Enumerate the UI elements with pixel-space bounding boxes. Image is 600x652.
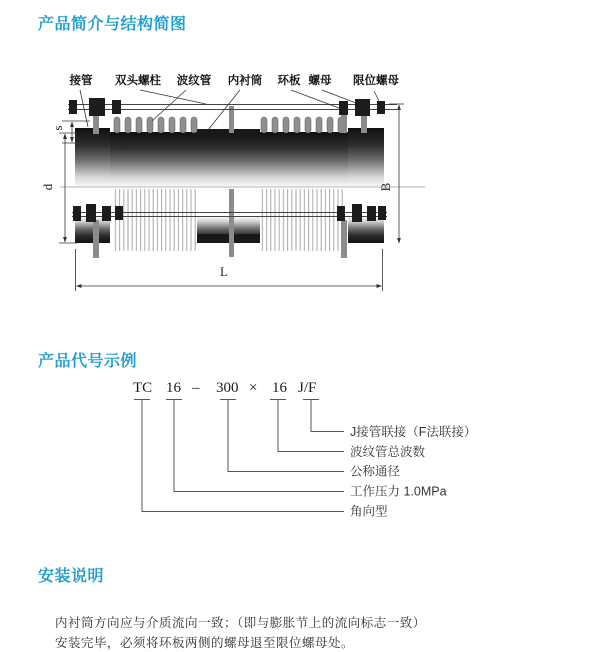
- section-title-code: 产品代号示例: [38, 353, 138, 370]
- bellows-crests-right: [261, 117, 344, 133]
- dim-s: s: [50, 125, 65, 131]
- code-segment-waves: 16: [272, 380, 287, 396]
- code-segment-dash: –: [192, 380, 200, 396]
- install-instruction-line: 安装完毕，必须将环板两侧的螺母退至限位螺母处。: [55, 635, 355, 650]
- code-segment-model: TC: [133, 380, 153, 396]
- callout-pressure: 工作压力 1.0MPa: [350, 484, 447, 499]
- dim-l: L: [220, 264, 228, 279]
- code-segment-diameter: 300: [216, 380, 239, 396]
- callout-connection: J接管联接（F法联接）: [350, 425, 477, 439]
- rod-nuts-top: [69, 98, 385, 116]
- bellows-section-hatch-left: [113, 189, 197, 251]
- code-callout-lines: [134, 400, 344, 512]
- inner-sleeve-band-lower: [197, 234, 260, 243]
- code-segment-times: ×: [249, 380, 258, 396]
- callout-type: 角向型: [350, 504, 388, 519]
- part-label-nut: 螺母: [308, 75, 332, 87]
- part-label-ring-plate: 环板: [277, 75, 301, 87]
- install-instruction-line: 内衬筒方向应与介质流向一致；（即与膨胀节上的流向标志一致）: [55, 615, 426, 630]
- inner-sleeve-band: [197, 129, 260, 139]
- part-label-bellows: 波纹管: [176, 75, 212, 87]
- upper-half: [68, 98, 397, 186]
- lower-half: [72, 189, 387, 258]
- dim-b: B: [378, 182, 393, 192]
- part-label-stud: 双头螺柱: [115, 75, 161, 87]
- dim-d: d: [40, 183, 55, 191]
- code-segment-connection: J/F: [298, 380, 317, 396]
- part-label-limit-nut: 限位螺母: [353, 75, 399, 87]
- bellows-crests-left: [114, 117, 197, 133]
- code-segment-pressure: 16: [166, 380, 181, 396]
- callout-waves: 波纹管总波数: [350, 445, 426, 459]
- part-label-liner: 内衬筒: [227, 75, 263, 87]
- section-title-install: 安装说明: [38, 568, 105, 585]
- stud-posts-top: [93, 106, 367, 134]
- bellows-section-hatch-right: [259, 189, 344, 251]
- bellows-shell: [110, 132, 348, 186]
- callout-diameter: 公称通径: [350, 464, 401, 479]
- pipe-end-right: [348, 128, 384, 186]
- part-label-pipe: 接管: [69, 75, 93, 87]
- section-title-intro: 产品简介与结构简图: [38, 16, 187, 33]
- pipe-end-left: [75, 128, 110, 186]
